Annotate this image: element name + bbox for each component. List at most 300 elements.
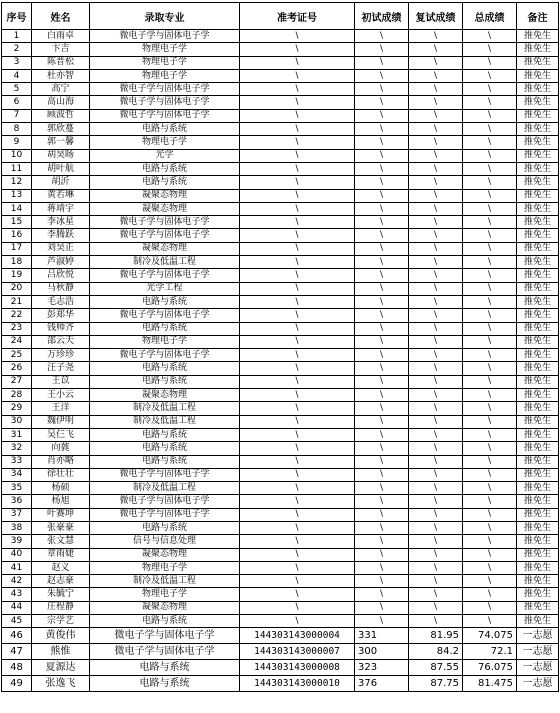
cell-retest-score: 87.75 — [409, 676, 463, 692]
cell-major: 微电子学与固体电子学 — [90, 269, 240, 282]
cell-initial-score: 376 — [355, 676, 409, 692]
table-row — [2, 548, 559, 561]
cell-slash: \ — [409, 30, 463, 43]
cell-slash: \ — [240, 43, 355, 56]
cell-slash: \ — [409, 83, 463, 96]
cell-slash: \ — [355, 242, 409, 255]
cell-slash: \ — [355, 561, 409, 574]
table-row — [2, 601, 559, 614]
admission-list-sheet — [1, 2, 558, 692]
cell-major: 光学工程 — [90, 282, 240, 295]
cell-major: 物理电子学 — [90, 69, 240, 82]
cell-slash: \ — [463, 575, 517, 588]
cell-remark: 推免生 — [517, 335, 559, 348]
table-row — [2, 628, 559, 644]
cell-slash: \ — [463, 242, 517, 255]
cell-no: 15 — [2, 216, 32, 229]
cell-name: 吴仨飞 — [32, 428, 90, 441]
cell-slash: \ — [409, 508, 463, 521]
cell-slash: \ — [409, 335, 463, 348]
cell-slash: \ — [463, 269, 517, 282]
cell-slash: \ — [240, 389, 355, 402]
cell-remark: 推免生 — [517, 389, 559, 402]
cell-major: 制冷及低温工程 — [90, 415, 240, 428]
cell-major: 微电子学与固体电子学 — [90, 109, 240, 122]
cell-major: 微电子学与固体电子学 — [90, 628, 240, 644]
cell-remark: 推免生 — [517, 468, 559, 481]
cell-slash: \ — [409, 548, 463, 561]
cell-no: 11 — [2, 162, 32, 175]
cell-slash: \ — [240, 162, 355, 175]
cell-slash: \ — [409, 389, 463, 402]
cell-slash: \ — [240, 442, 355, 455]
cell-name: 赵义 — [32, 561, 90, 574]
cell-slash: \ — [240, 335, 355, 348]
cell-slash: \ — [355, 601, 409, 614]
cell-name: 彭郑华 — [32, 309, 90, 322]
cell-retest-score: 84.2 — [409, 644, 463, 660]
cell-slash: \ — [355, 136, 409, 149]
cell-slash: \ — [409, 309, 463, 322]
cell-no: 44 — [2, 601, 32, 614]
cell-slash: \ — [463, 588, 517, 601]
cell-name: 李冰星 — [32, 216, 90, 229]
cell-name: 高山海 — [32, 96, 90, 109]
cell-slash: \ — [240, 588, 355, 601]
cell-slash: \ — [240, 56, 355, 69]
cell-no: 1 — [2, 30, 32, 43]
cell-remark: 推免生 — [517, 43, 559, 56]
cell-remark: 推免生 — [517, 575, 559, 588]
cell-slash: \ — [355, 96, 409, 109]
cell-name: 郭欣蔓 — [32, 123, 90, 136]
cell-major: 制冷及低温工程 — [90, 575, 240, 588]
cell-slash: \ — [355, 176, 409, 189]
table-row — [2, 149, 559, 162]
cell-major: 电路与系统 — [90, 615, 240, 628]
cell-slash: \ — [240, 109, 355, 122]
cell-slash: \ — [463, 468, 517, 481]
cell-slash: \ — [463, 295, 517, 308]
cell-slash: \ — [409, 521, 463, 534]
table-row — [2, 389, 559, 402]
cell-major: 制冷及低温工程 — [90, 402, 240, 415]
cell-slash: \ — [240, 322, 355, 335]
cell-slash: \ — [355, 256, 409, 269]
header-name: 姓名 — [32, 3, 90, 30]
cell-name: 赵志豪 — [32, 575, 90, 588]
cell-no: 5 — [2, 83, 32, 96]
cell-slash: \ — [355, 615, 409, 628]
table-header-row — [2, 3, 559, 30]
cell-slash: \ — [463, 309, 517, 322]
cell-no: 2 — [2, 43, 32, 56]
cell-slash: \ — [463, 548, 517, 561]
cell-slash: \ — [409, 561, 463, 574]
table-row — [2, 495, 559, 508]
table-row — [2, 43, 559, 56]
cell-remark: 推免生 — [517, 256, 559, 269]
cell-slash: \ — [240, 295, 355, 308]
header-no: 序号 — [2, 3, 32, 30]
cell-no: 10 — [2, 149, 32, 162]
cell-slash: \ — [463, 535, 517, 548]
cell-slash: \ — [355, 189, 409, 202]
cell-retest-score: 81.95 — [409, 628, 463, 644]
cell-name: 庄程静 — [32, 601, 90, 614]
cell-slash: \ — [355, 109, 409, 122]
cell-remark: 推免生 — [517, 269, 559, 282]
cell-slash: \ — [240, 561, 355, 574]
cell-slash: \ — [463, 96, 517, 109]
table-row — [2, 109, 559, 122]
cell-major: 物理电子学 — [90, 56, 240, 69]
cell-name: 蒋靖宇 — [32, 202, 90, 215]
cell-slash: \ — [409, 402, 463, 415]
cell-major: 微电子学与固体电子学 — [90, 495, 240, 508]
cell-remark: 推免生 — [517, 309, 559, 322]
cell-name: 黄俊伟 — [32, 628, 90, 644]
cell-slash: \ — [240, 96, 355, 109]
table-row — [2, 402, 559, 415]
cell-name: 张逸飞 — [32, 676, 90, 692]
cell-slash: \ — [409, 43, 463, 56]
cell-slash: \ — [355, 149, 409, 162]
cell-total-score: 76.075 — [463, 660, 517, 676]
cell-slash: \ — [463, 282, 517, 295]
cell-slash: \ — [240, 149, 355, 162]
cell-slash: \ — [240, 189, 355, 202]
cell-no: 30 — [2, 415, 32, 428]
cell-slash: \ — [355, 468, 409, 481]
table-row — [2, 615, 559, 628]
cell-remark: 推免生 — [517, 109, 559, 122]
cell-slash: \ — [463, 375, 517, 388]
cell-slash: \ — [240, 216, 355, 229]
cell-name: 向蕤 — [32, 442, 90, 455]
cell-slash: \ — [240, 601, 355, 614]
cell-slash: \ — [240, 548, 355, 561]
cell-slash: \ — [355, 56, 409, 69]
cell-slash: \ — [409, 615, 463, 628]
cell-exam-id: 144303143000007 — [240, 644, 355, 660]
cell-remark: 一志愿 — [517, 676, 559, 692]
cell-name: 刘昊正 — [32, 242, 90, 255]
cell-remark: 推免生 — [517, 349, 559, 362]
cell-slash: \ — [409, 442, 463, 455]
cell-remark: 推免生 — [517, 375, 559, 388]
table-row — [2, 349, 559, 362]
cell-no: 42 — [2, 575, 32, 588]
cell-slash: \ — [355, 389, 409, 402]
cell-slash: \ — [463, 189, 517, 202]
cell-name: 朱毓宁 — [32, 588, 90, 601]
cell-slash: \ — [409, 69, 463, 82]
cell-slash: \ — [355, 202, 409, 215]
table-row — [2, 282, 559, 295]
cell-name: 杜亦智 — [32, 69, 90, 82]
cell-major: 微电子学与固体电子学 — [90, 508, 240, 521]
cell-remark: 推免生 — [517, 548, 559, 561]
cell-name: 白雨卓 — [32, 30, 90, 43]
cell-remark: 一志愿 — [517, 644, 559, 660]
cell-name: 张豪豪 — [32, 521, 90, 534]
cell-slash: \ — [240, 468, 355, 481]
cell-remark: 推免生 — [517, 295, 559, 308]
cell-major: 微电子学与固体电子学 — [90, 309, 240, 322]
cell-no: 37 — [2, 508, 32, 521]
cell-remark: 推免生 — [517, 588, 559, 601]
cell-no: 45 — [2, 615, 32, 628]
cell-slash: \ — [409, 216, 463, 229]
cell-slash: \ — [409, 495, 463, 508]
cell-slash: \ — [355, 588, 409, 601]
cell-no: 4 — [2, 69, 32, 82]
cell-remark: 推免生 — [517, 83, 559, 96]
table-row — [2, 176, 559, 189]
cell-slash: \ — [355, 482, 409, 495]
cell-major: 凝聚态物理 — [90, 202, 240, 215]
cell-slash: \ — [355, 575, 409, 588]
table-row — [2, 242, 559, 255]
cell-major: 凝聚态物理 — [90, 389, 240, 402]
cell-slash: \ — [409, 588, 463, 601]
cell-major: 电路与系统 — [90, 455, 240, 468]
cell-slash: \ — [355, 282, 409, 295]
cell-slash: \ — [463, 136, 517, 149]
header-initial-score: 初试成绩 — [355, 3, 409, 30]
cell-total-score: 81.475 — [463, 676, 517, 692]
cell-slash: \ — [463, 521, 517, 534]
table-row — [2, 256, 559, 269]
cell-slash: \ — [409, 149, 463, 162]
cell-no: 39 — [2, 535, 32, 548]
cell-slash: \ — [409, 295, 463, 308]
cell-slash: \ — [355, 415, 409, 428]
cell-no: 6 — [2, 96, 32, 109]
cell-slash: \ — [409, 242, 463, 255]
cell-name: 卞吉 — [32, 43, 90, 56]
table-row — [2, 136, 559, 149]
cell-no: 18 — [2, 256, 32, 269]
cell-total-score: 74.075 — [463, 628, 517, 644]
cell-major: 电路与系统 — [90, 660, 240, 676]
cell-major: 微电子学与固体电子学 — [90, 216, 240, 229]
cell-name: 胡沂 — [32, 176, 90, 189]
cell-name: 郭一馨 — [32, 136, 90, 149]
cell-major: 物理电子学 — [90, 561, 240, 574]
cell-major: 凝聚态物理 — [90, 189, 240, 202]
cell-remark: 推免生 — [517, 521, 559, 534]
cell-slash: \ — [409, 256, 463, 269]
cell-slash: \ — [240, 83, 355, 96]
cell-slash: \ — [409, 601, 463, 614]
cell-slash: \ — [355, 402, 409, 415]
cell-no: 22 — [2, 309, 32, 322]
cell-slash: \ — [463, 362, 517, 375]
table-row — [2, 575, 559, 588]
cell-no: 33 — [2, 455, 32, 468]
cell-remark: 推免生 — [517, 482, 559, 495]
cell-slash: \ — [355, 349, 409, 362]
cell-slash: \ — [409, 162, 463, 175]
cell-major: 电路与系统 — [90, 322, 240, 335]
cell-slash: \ — [355, 495, 409, 508]
cell-no: 41 — [2, 561, 32, 574]
cell-no: 28 — [2, 389, 32, 402]
cell-slash: \ — [463, 561, 517, 574]
cell-slash: \ — [355, 535, 409, 548]
cell-no: 49 — [2, 676, 32, 692]
cell-remark: 推免生 — [517, 229, 559, 242]
cell-name: 钱帅齐 — [32, 322, 90, 335]
table-row — [2, 428, 559, 441]
cell-major: 微电子学与固体电子学 — [90, 229, 240, 242]
cell-name: 汪子尧 — [32, 362, 90, 375]
cell-remark: 推免生 — [517, 189, 559, 202]
cell-slash: \ — [240, 535, 355, 548]
cell-major: 信号与信息处理 — [90, 535, 240, 548]
cell-slash: \ — [240, 282, 355, 295]
cell-remark: 推免生 — [517, 535, 559, 548]
cell-slash: \ — [240, 428, 355, 441]
cell-remark: 推免生 — [517, 30, 559, 43]
cell-no: 48 — [2, 660, 32, 676]
cell-name: 王小云 — [32, 389, 90, 402]
table-row — [2, 660, 559, 676]
cell-major: 制冷及低温工程 — [90, 482, 240, 495]
cell-slash: \ — [240, 402, 355, 415]
cell-slash: \ — [240, 615, 355, 628]
cell-name: 吕欣悦 — [32, 269, 90, 282]
cell-exam-id: 144303143000008 — [240, 660, 355, 676]
cell-no: 31 — [2, 428, 32, 441]
cell-major: 电路与系统 — [90, 362, 240, 375]
cell-slash: \ — [463, 615, 517, 628]
cell-slash: \ — [355, 123, 409, 136]
cell-name: 黄若琳 — [32, 189, 90, 202]
cell-major: 凝聚态物理 — [90, 242, 240, 255]
cell-slash: \ — [240, 521, 355, 534]
cell-no: 20 — [2, 282, 32, 295]
table-row — [2, 335, 559, 348]
table-row — [2, 309, 559, 322]
cell-remark: 推免生 — [517, 428, 559, 441]
cell-name: 万珍珍 — [32, 349, 90, 362]
cell-slash: \ — [240, 482, 355, 495]
cell-no: 38 — [2, 521, 32, 534]
cell-slash: \ — [463, 335, 517, 348]
cell-slash: \ — [463, 482, 517, 495]
cell-remark: 推免生 — [517, 455, 559, 468]
cell-slash: \ — [409, 202, 463, 215]
table-row — [2, 508, 559, 521]
cell-name: 陈晋松 — [32, 56, 90, 69]
table-row — [2, 162, 559, 175]
table-row — [2, 415, 559, 428]
cell-name: 徐壮壮 — [32, 468, 90, 481]
cell-slash: \ — [355, 43, 409, 56]
cell-slash: \ — [463, 508, 517, 521]
cell-no: 8 — [2, 123, 32, 136]
cell-retest-score: 87.55 — [409, 660, 463, 676]
table-row — [2, 189, 559, 202]
cell-name: 王洋 — [32, 402, 90, 415]
cell-slash: \ — [409, 189, 463, 202]
cell-slash: \ — [463, 176, 517, 189]
cell-slash: \ — [355, 69, 409, 82]
cell-slash: \ — [409, 123, 463, 136]
table-row — [2, 30, 559, 43]
cell-major: 电路与系统 — [90, 442, 240, 455]
cell-slash: \ — [355, 162, 409, 175]
table-row — [2, 521, 559, 534]
cell-slash: \ — [355, 455, 409, 468]
cell-major: 微电子学与固体电子学 — [90, 468, 240, 481]
cell-major: 凝聚态物理 — [90, 548, 240, 561]
cell-no: 7 — [2, 109, 32, 122]
cell-major: 物理电子学 — [90, 588, 240, 601]
table-row — [2, 468, 559, 481]
cell-slash: \ — [463, 455, 517, 468]
cell-name: 叶赛坤 — [32, 508, 90, 521]
cell-remark: 推免生 — [517, 162, 559, 175]
cell-remark: 推免生 — [517, 176, 559, 189]
cell-name: 毛志浩 — [32, 295, 90, 308]
cell-slash: \ — [355, 521, 409, 534]
cell-name: 顾波哲 — [32, 109, 90, 122]
cell-slash: \ — [355, 309, 409, 322]
cell-slash: \ — [355, 269, 409, 282]
cell-major: 电路与系统 — [90, 123, 240, 136]
cell-initial-score: 331 — [355, 628, 409, 644]
cell-no: 32 — [2, 442, 32, 455]
cell-major: 微电子学与固体电子学 — [90, 30, 240, 43]
cell-remark: 推免生 — [517, 415, 559, 428]
cell-remark: 推免生 — [517, 402, 559, 415]
cell-no: 36 — [2, 495, 32, 508]
cell-exam-id: 144303143000010 — [240, 676, 355, 692]
cell-slash: \ — [355, 442, 409, 455]
cell-slash: \ — [240, 176, 355, 189]
cell-slash: \ — [409, 455, 463, 468]
cell-slash: \ — [355, 548, 409, 561]
header-major: 录取专业 — [90, 3, 240, 30]
cell-slash: \ — [463, 349, 517, 362]
cell-slash: \ — [409, 282, 463, 295]
cell-no: 29 — [2, 402, 32, 415]
cell-slash: \ — [463, 56, 517, 69]
cell-slash: \ — [409, 349, 463, 362]
cell-remark: 推免生 — [517, 136, 559, 149]
cell-slash: \ — [463, 601, 517, 614]
cell-name: 马秋静 — [32, 282, 90, 295]
cell-slash: \ — [463, 83, 517, 96]
cell-slash: \ — [409, 136, 463, 149]
cell-name: 熊惟 — [32, 644, 90, 660]
cell-slash: \ — [409, 428, 463, 441]
cell-slash: \ — [240, 495, 355, 508]
cell-major: 光学 — [90, 149, 240, 162]
header-retest-score: 复试成绩 — [409, 3, 463, 30]
cell-slash: \ — [240, 30, 355, 43]
cell-no: 13 — [2, 189, 32, 202]
table-row — [2, 216, 559, 229]
table-row — [2, 295, 559, 308]
cell-slash: \ — [463, 402, 517, 415]
cell-major: 电路与系统 — [90, 428, 240, 441]
cell-initial-score: 323 — [355, 660, 409, 676]
